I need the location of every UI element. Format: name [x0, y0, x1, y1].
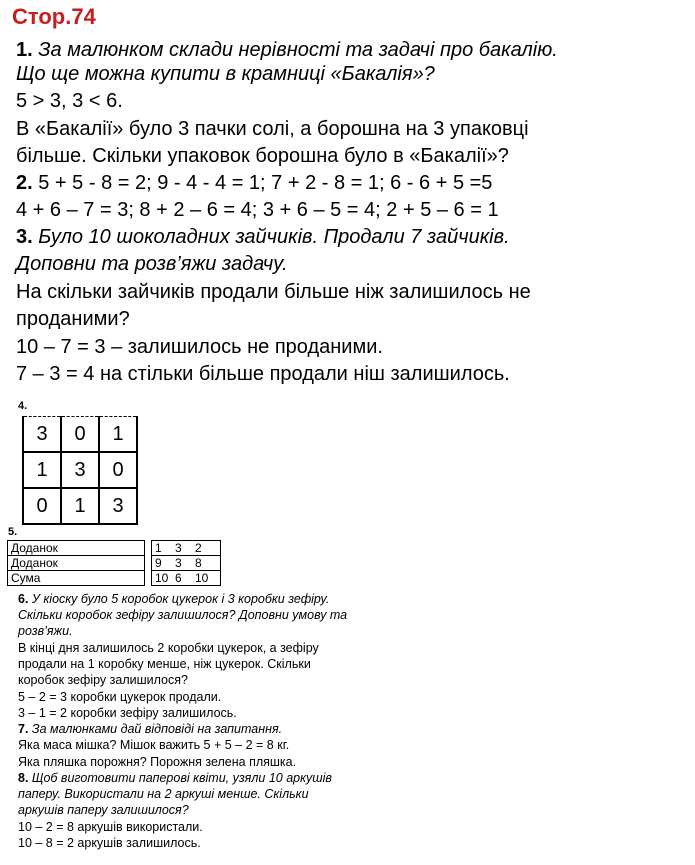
grid-cell: 1: [61, 488, 99, 524]
grid-cell: 3: [23, 417, 61, 453]
answer-line: коробок зефіру залишилося?: [18, 673, 188, 687]
task-text: У кіоску було 5 коробок цукерок і 3 коробки зефіру.: [31, 592, 330, 606]
answer-line: 5 – 2 = 3 коробки цукерок продали.: [18, 690, 222, 704]
answer-line: 4 + 6 – 7 = 3; 8 + 2 – 6 = 4; 3 + 6 – 5 = 4; 2 + 5 – 6 = 1: [16, 199, 499, 221]
answer-line: В «Бакалії» було 3 пачки солі, а борошна на 3 упаковці: [16, 118, 529, 140]
task4-label: 4.: [18, 400, 28, 412]
table-row: [8, 556, 221, 571]
answer-line: проданими?: [16, 308, 130, 330]
answer-line: 10 – 8 = 2 аркушів залишилось.: [18, 836, 201, 850]
task8-text: паперу. Використали на 2 аркуші менше. Скільки: [18, 787, 309, 801]
task3-heading: [16, 225, 510, 249]
answer-line: На скільки зайчиків продали більше ніж залишилось не: [16, 281, 531, 303]
task-number: 6.: [18, 592, 29, 606]
task8-text: аркушів паперу залишилося?: [18, 803, 189, 817]
answer-line: 10 – 7 = 3 – залишилось не проданими.: [16, 336, 383, 358]
table-cell: 3: [172, 541, 192, 556]
table-row: [8, 571, 221, 586]
task-number: 1.: [16, 39, 33, 61]
row-header: Сума: [8, 571, 145, 586]
task6-text: Скільки коробок зефіру залишилося? Доповни умову та: [18, 608, 348, 622]
task-text: Щоб виготовити паперові квіти, узяли 10 аркушів: [31, 771, 332, 785]
task5-label: 5.: [8, 526, 18, 538]
answer-line: Яка маса мішка? Мішок важить 5 + 5 – 2 = 8 кг.: [18, 738, 290, 752]
answer-line: 5 > 3, 3 < 6.: [16, 90, 123, 112]
table-cell: 3: [172, 556, 192, 571]
table-cell: 2: [192, 541, 221, 556]
table-gap: [145, 571, 152, 586]
table-cell: 9: [152, 556, 173, 571]
grid-cell: 1: [23, 452, 61, 488]
answer-line: 3 – 1 = 2 коробки зефіру залишилось.: [18, 706, 237, 720]
answer-line: продали на 1 коробку менше, ніж цукерок. Скільки: [18, 657, 311, 671]
task1-question: Що ще можна купити в крамниці «Бакалія»?: [16, 63, 435, 85]
task-text: За малюнком склади нерівності та задачі про бакалію.: [38, 39, 558, 61]
answer-line: більше. Скільки упаковок борошна було в «Бакалії»?: [16, 145, 509, 167]
grid-cell: 0: [61, 417, 99, 453]
grid-cell: 3: [99, 488, 137, 524]
table-row: [8, 541, 221, 556]
answer-line: Яка пляшка порожня? Порожня зелена пляшка.: [18, 755, 297, 769]
task-number: 2.: [16, 172, 33, 194]
answer-line: 7 – 3 = 4 на стільки більше продали ніш залишилось.: [16, 363, 510, 385]
table-cell: 8: [192, 556, 221, 571]
page-title: Стор.74: [12, 4, 96, 29]
answer-line: В кінці дня залишилось 2 коробки цукерок, а зефіру: [18, 641, 319, 655]
task-number: 7.: [18, 722, 29, 736]
task6-text: розв’яжи.: [18, 624, 73, 638]
task7-heading: [18, 722, 282, 737]
grid-cell: 0: [99, 452, 137, 488]
row-header: Доданок: [8, 541, 145, 556]
grid-cell: 3: [61, 452, 99, 488]
task1-heading: [16, 38, 558, 62]
table-cell: 10: [152, 571, 173, 586]
row-header: Доданок: [8, 556, 145, 571]
addition-table: [7, 540, 221, 586]
table-gap: [145, 541, 152, 556]
table-gap: [145, 556, 152, 571]
table-cell: 10: [192, 571, 221, 586]
table-cell: 1: [152, 541, 173, 556]
answer-line: 10 – 2 = 8 аркушів використали.: [18, 820, 203, 834]
grid-cell: 1: [99, 417, 137, 453]
table-cell: 6: [172, 571, 192, 586]
task-text: 5 + 5 - 8 = 2; 9 - 4 - 4 = 1; 7 + 2 - 8 = 1; 6 - 6 + 5 =5: [38, 172, 493, 194]
task-text: Було 10 шоколадних зайчиків. Продали 7 зайчиків.: [38, 226, 510, 248]
task-number: 8.: [18, 771, 29, 785]
task-number: 3.: [16, 226, 33, 248]
task3-instruction: Доповни та розв’яжи задачу.: [16, 253, 288, 275]
task-text: За малюнками дай відповіді на запитання.: [31, 722, 283, 736]
task2-line: [16, 171, 492, 195]
grid-cell: 0: [23, 488, 61, 524]
task6-heading: [18, 592, 329, 607]
number-grid: [22, 416, 138, 525]
task8-heading: [18, 771, 332, 786]
